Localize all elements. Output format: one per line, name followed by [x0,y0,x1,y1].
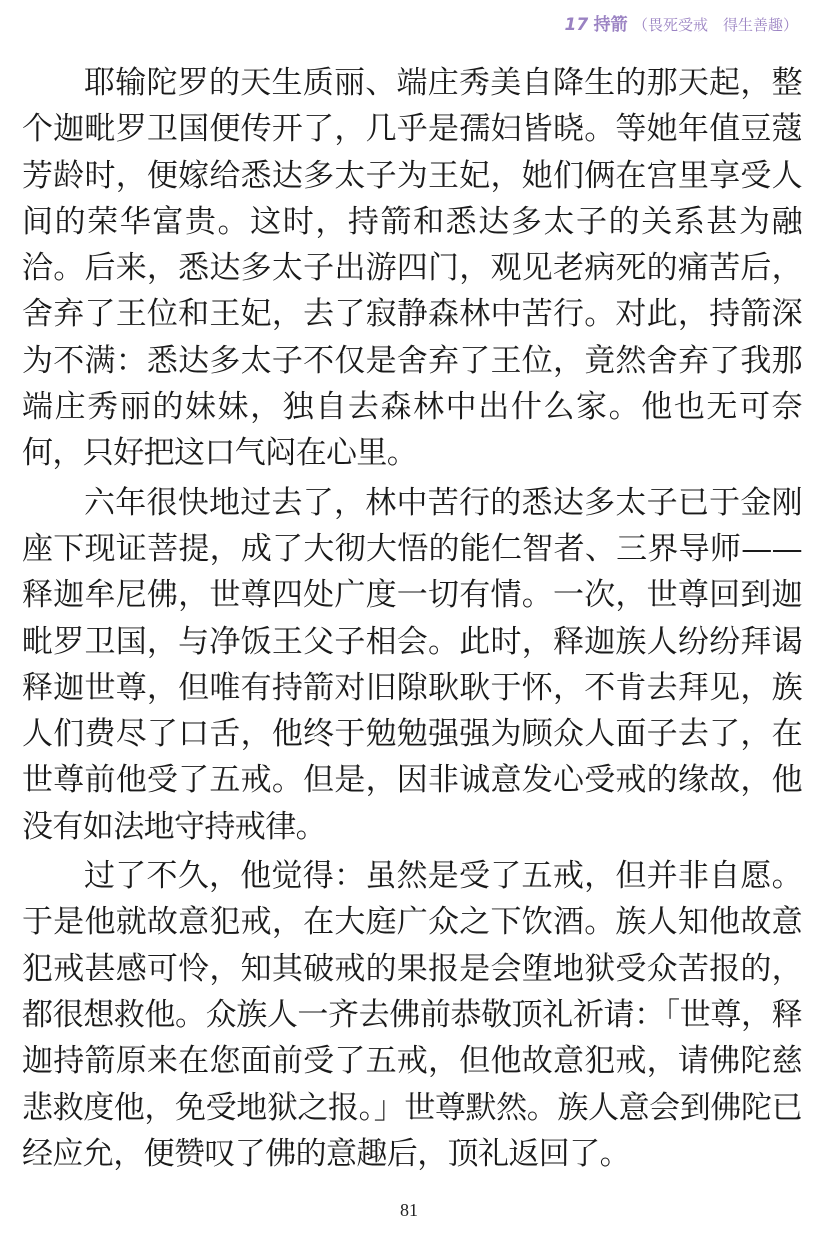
chapter-number: 17 [564,15,589,35]
paragraph-2: 六年很快地过去了，林中苦行的悉达多太子已于金刚座下现证菩提，成了大彻大悟的能仁智者、三界导师——释迦牟尼佛，世尊四处广度一切有情。一次，世尊回到迦毗罗卫国，与净饭王父子相会。此时，释迦族人纷纷拜谒释迦世尊，但唯有持箭对旧隙耿耿于怀，不肯去拜见，族人们费尽了口舌，他终于勉勉强强为顾众人面子去了，在世尊前他受了五戒。但是，因非诚意发心受戒的缘故，他没有如法地守持戒律。 [22,484,802,845]
chapter-title: 持箭 [593,15,628,35]
paragraph-1: 耶输陀罗的天生质丽、端庄秀美自降生的那天起，整个迦毗罗卫国便传开了，几乎是孺妇皆晓。等她年值豆蔻芳龄时，便嫁给悉达多太子为王妃，她们俩在宫里享受人间的荣华富贵。这时，持箭和悉达多太子的关系甚为融洽。后来，悉达多太子出游四门，观见老病死的痛苦后，舍弃了王位和王妃，去了寂静森林中苦行。对此，持箭深为不满：悉达多太子不仅是舍弃了王位，竟然舍弃了我那端庄秀丽的妹妹，独自去森林中出什么家。他也无可奈何，只好把这口气闷在心里。 [22,65,802,472]
running-header [565,10,799,35]
chapter-subtitle: （畏死受戒 得生善趣） [632,16,798,34]
body-text [22,60,802,1180]
page-number: 81 [400,1200,418,1220]
paragraph-3: 过了不久，他觉得：虽然是受了五戒，但并非自愿。于是他就故意犯戒，在大庭广众之下饮酒。族人知他故意犯戒甚感可怜，知其破戒的果报是会堕地狱受众苦报的，都很想救他。众族人一齐去佛前恭敬顶礼祈请：「世尊，释迦持箭原来在您面前受了五戒，但他故意犯戒，请佛陀慈悲救度他，免受地狱之报。」世尊默然。族人意会到佛陀已经应允，便赞叹了佛的意趣后，顶礼返回了。 [22,858,802,1172]
